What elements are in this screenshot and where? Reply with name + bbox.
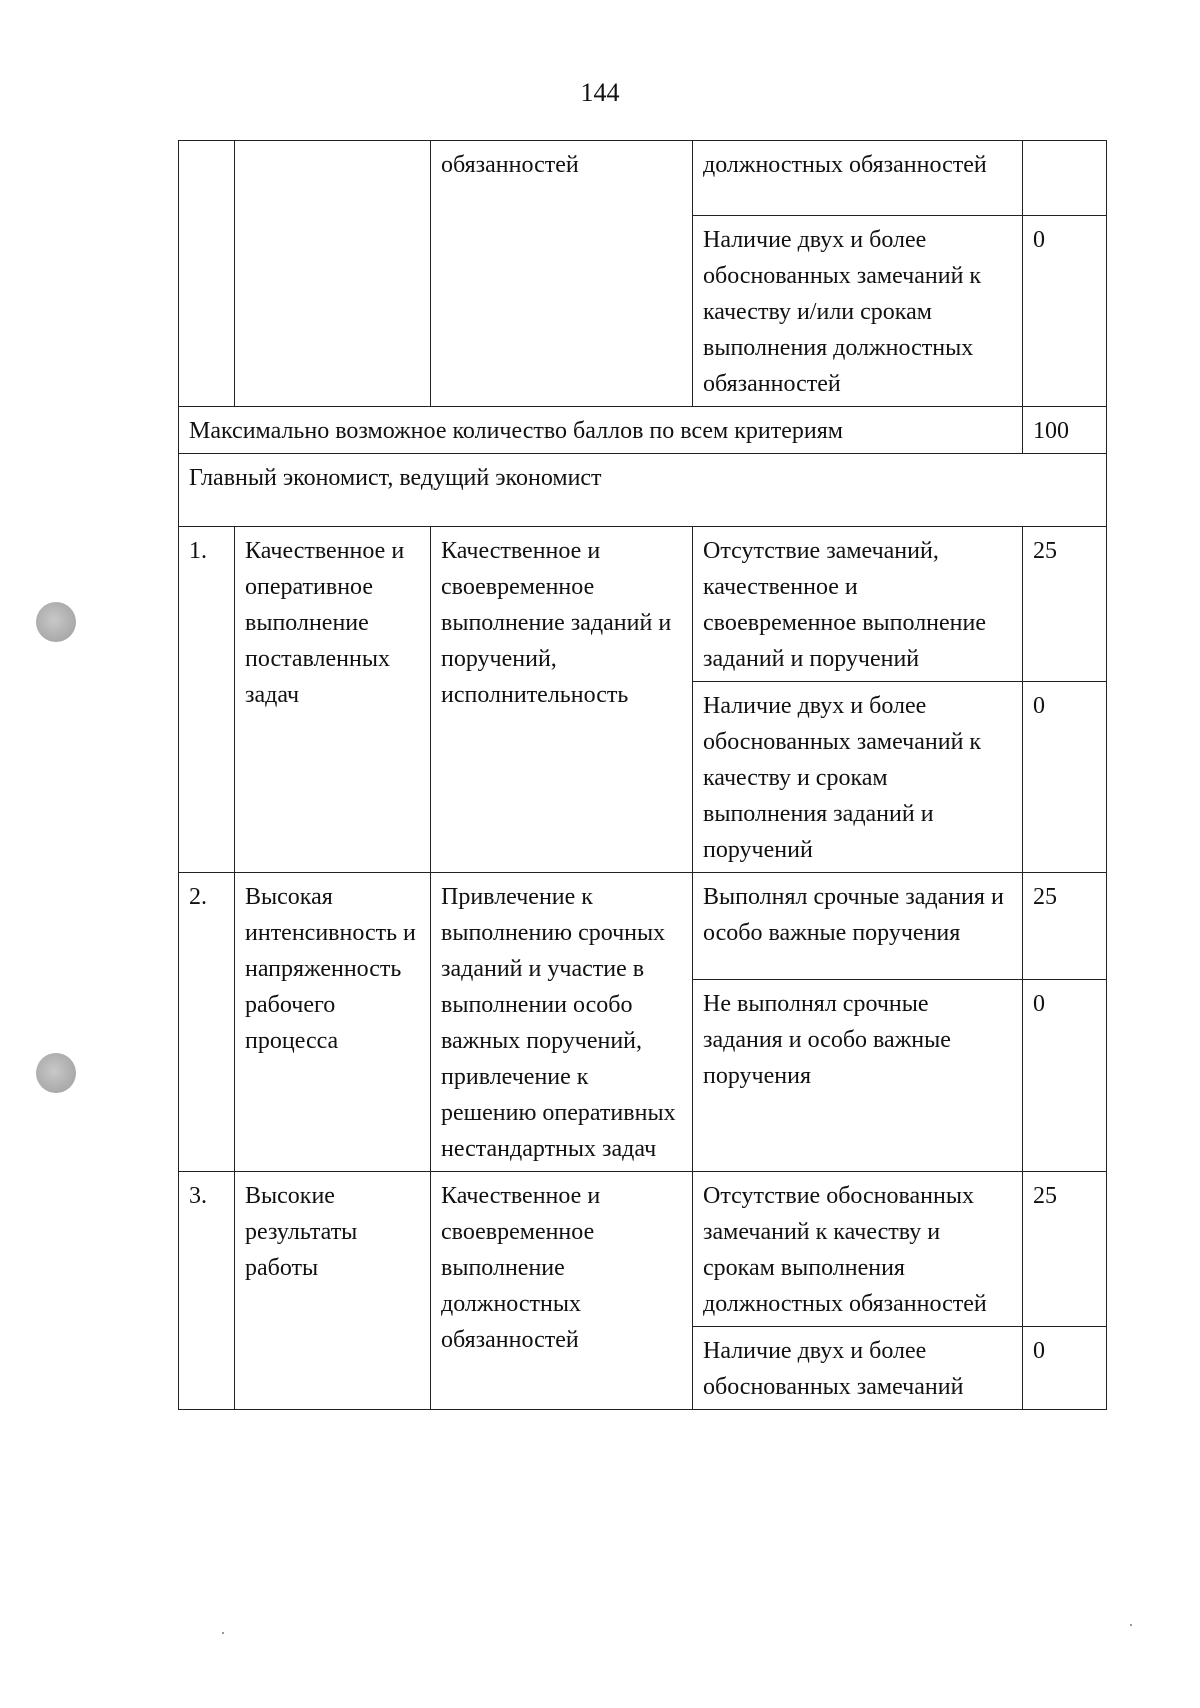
- condition-cell: Не выполнял срочные задания и особо важные поручения: [693, 980, 1023, 1172]
- total-row: [179, 407, 1107, 454]
- table-row: [179, 873, 1107, 980]
- score-cell: [1023, 141, 1107, 216]
- score-cell: 0: [1023, 1327, 1107, 1410]
- table-row: [179, 141, 1107, 216]
- table-row: [179, 527, 1107, 682]
- scan-speck: [222, 1632, 224, 1634]
- condition-cell: Отсутствие обоснованных замечаний к качеству и срокам выполнения должностных обязанностей: [693, 1172, 1023, 1327]
- criterion-number: 3.: [179, 1172, 235, 1410]
- total-value: 100: [1023, 407, 1107, 454]
- criterion-description: Привлечение к выполнению срочных заданий и участие в выполнении особо важных поручений, привлечение к решению оперативных нестандартных задач: [431, 873, 693, 1172]
- table-row: [179, 1172, 1107, 1327]
- criterion-name: Высокая интенсивность и напряженность рабочего процесса: [235, 873, 431, 1172]
- criterion-name-cell: [235, 141, 431, 407]
- criterion-number: 1.: [179, 527, 235, 873]
- score-cell: 0: [1023, 980, 1107, 1172]
- condition-cell: Отсутствие замечаний, качественное и своевременное выполнение заданий и поручений: [693, 527, 1023, 682]
- condition-cell: Наличие двух и более обоснованных замечаний: [693, 1327, 1023, 1410]
- condition-cell: Выполнял срочные задания и особо важные поручения: [693, 873, 1023, 980]
- score-cell: 25: [1023, 1172, 1107, 1327]
- page-number: 144: [580, 78, 620, 107]
- condition-cell: Наличие двух и более обоснованных замечаний к качеству и/или срокам выполнения должностных обязанностей: [693, 216, 1023, 407]
- criterion-name: Качественное и оперативное выполнение поставленных задач: [235, 527, 431, 873]
- criteria-table: [178, 140, 1107, 1410]
- score-cell: 25: [1023, 527, 1107, 682]
- criterion-description: Качественное и своевременное выполнение должностных обязанностей: [431, 1172, 693, 1410]
- score-cell: 0: [1023, 682, 1107, 873]
- total-label: Максимально возможное количество баллов по всем критериям: [179, 407, 1023, 454]
- section-title: Главный экономист, ведущий экономист: [179, 454, 1107, 527]
- criterion-name: Высокие результаты работы: [235, 1172, 431, 1410]
- punch-hole: [36, 602, 76, 642]
- scan-speck: [1130, 1624, 1132, 1626]
- punch-hole: [36, 1053, 76, 1093]
- section-row: [179, 454, 1107, 527]
- score-cell: 25: [1023, 873, 1107, 980]
- condition-cell: должностных обязанностей: [693, 141, 1023, 216]
- criterion-number: 2.: [179, 873, 235, 1172]
- number-cell: [179, 141, 235, 407]
- condition-cell: Наличие двух и более обоснованных замечаний к качеству и срокам выполнения заданий и поручений: [693, 682, 1023, 873]
- criterion-description-cell: обязанностей: [431, 141, 693, 407]
- score-cell: 0: [1023, 216, 1107, 407]
- criterion-description: Качественное и своевременное выполнение заданий и поручений, исполнительность: [431, 527, 693, 873]
